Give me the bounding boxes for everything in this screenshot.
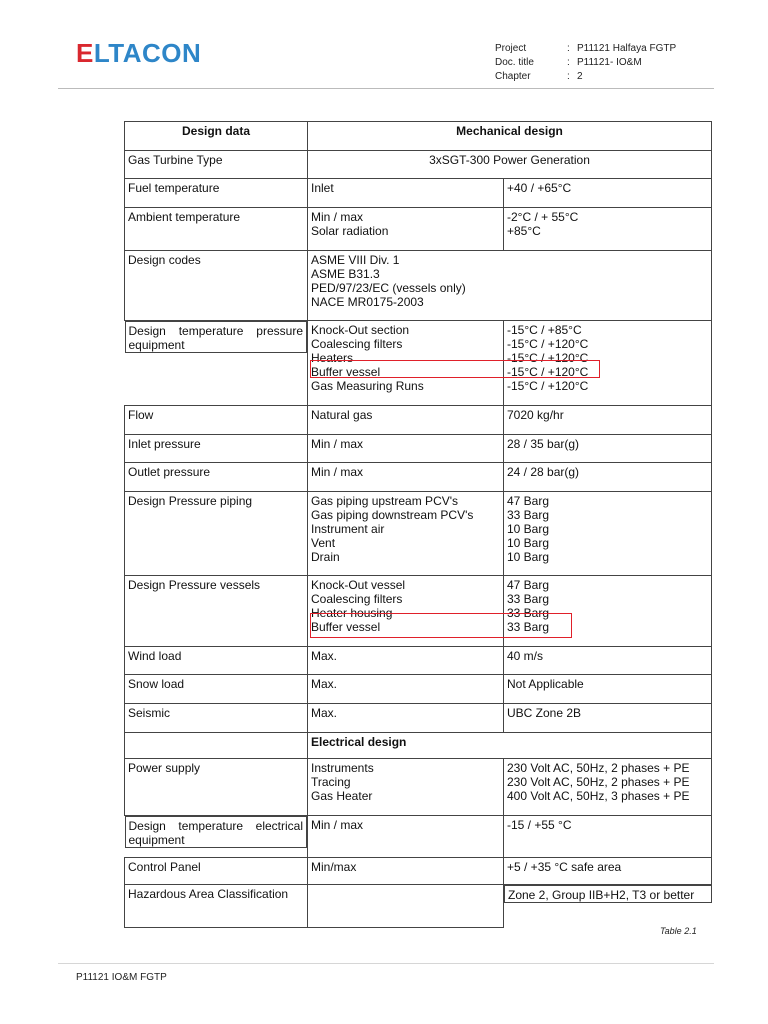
row-fuel-temperature: Fuel temperature Inlet +40 / +65°C bbox=[125, 179, 712, 208]
row-hazardous-area: Hazardous Area Classification Zone 2, Group IIB+H2, T3 or better bbox=[125, 885, 712, 928]
logo-text: LTACON bbox=[93, 38, 202, 68]
row-control-panel: Control Panel Min/max +5 / +35 °C safe area bbox=[125, 858, 712, 885]
design-data-table bbox=[124, 121, 712, 928]
row-design-pressure-piping: Design Pressure piping Gas piping upstream PCV's Gas piping downstream PCV's Instrument air Vent Drain 47 Barg 33 Barg 10 Barg 10 Barg 10 Barg bbox=[125, 492, 712, 576]
row-flow: Flow Natural gas 7020 kg/hr bbox=[125, 406, 712, 435]
document-meta bbox=[495, 42, 676, 84]
table-header-row bbox=[125, 122, 712, 151]
row-design-pressure-vessels: Design Pressure vessels Knock-Out vessel Coalescing filters Heater housing Buffer vessel 47 Barg 33 Barg 33 Barg 33 Barg bbox=[125, 576, 712, 647]
header-mechanical-design: Mechanical design bbox=[308, 122, 712, 151]
row-ambient-temperature: Ambient temperature Min / max Solar radiation -2°C / + 55°C +85°C bbox=[125, 208, 712, 251]
row-power-supply: Power supply Instruments Tracing Gas Heater 230 Volt AC, 50Hz, 2 phases + PE 230 Volt AC, 50Hz, 2 phases + PE 400 Volt AC, 50Hz, 3 phases + PE bbox=[125, 759, 712, 816]
row-wind-load: Wind load Max. 40 m/s bbox=[125, 647, 712, 675]
footer-text: P11121 IO&M FGTP bbox=[76, 972, 167, 983]
electrical-design-heading: Electrical design bbox=[308, 733, 712, 759]
row-design-temp-electrical: Design temperature electrical equipment Min / max -15 / +55 °C bbox=[125, 816, 712, 858]
eltacon-logo bbox=[76, 38, 201, 68]
row-design-codes: Design codes ASME VIII Div. 1 ASME B31.3 PED/97/23/EC (vessels only) NACE MR0175-2003 bbox=[125, 251, 712, 321]
table-caption: Table 2.1 bbox=[660, 926, 697, 936]
row-outlet-pressure: Outlet pressure Min / max 24 / 28 bar(g) bbox=[125, 463, 712, 492]
logo-letter-e: E bbox=[76, 38, 94, 68]
header-divider bbox=[58, 88, 714, 89]
row-seismic: Seismic Max. UBC Zone 2B bbox=[125, 704, 712, 733]
row-electrical-header bbox=[125, 733, 712, 759]
footer-divider bbox=[58, 963, 714, 964]
meta-project: Project : P11121 Halfaya FGTP bbox=[495, 43, 677, 54]
row-snow-load: Snow load Max. Not Applicable bbox=[125, 675, 712, 704]
meta-doc-title: Doc. title : P11121- IO&M bbox=[495, 57, 642, 68]
row-gas-turbine: Gas Turbine Type 3xSGT-300 Power Generation bbox=[125, 151, 712, 179]
row-design-temp-pressure: Design temperature pressure equipment Knock-Out section Coalescing filters Heaters Buffer vessel Gas Measuring Runs -15°C / +85°C -15°C / +120°C -15°C / +120°C -15°C / +120°C -15°C / +120°C bbox=[125, 321, 712, 406]
row-inlet-pressure: Inlet pressure Min / max 28 / 35 bar(g) bbox=[125, 435, 712, 463]
meta-chapter: Chapter : 2 bbox=[495, 71, 583, 82]
header-design-data: Design data bbox=[125, 122, 308, 151]
